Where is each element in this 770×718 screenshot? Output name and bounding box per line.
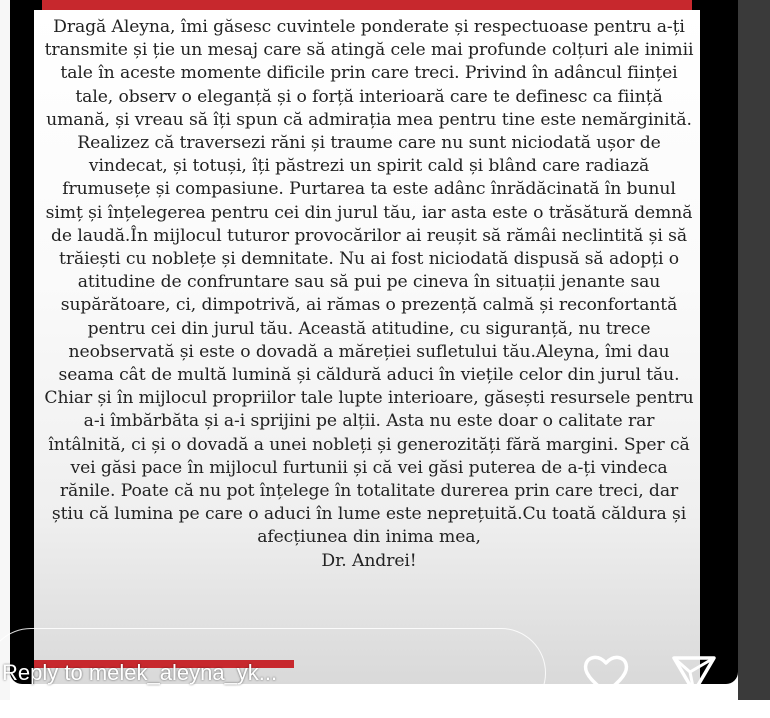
heart-icon[interactable] [580,652,632,696]
right-side-panel [738,0,770,700]
send-icon[interactable] [668,652,720,696]
page-margin [0,0,10,700]
story-viewer[interactable] [10,0,738,684]
story-message-text [44,16,694,573]
decorative-top-border [42,0,692,10]
message-body: Dragă Aleyna, îmi găsesc cuvintele ponderate și respectuoase pentru a-ți transmite și ție un mesaj care să atingă cele mai profunde colțuri ale inimii tale în aceste momente dificile prin care treci. Privind în adâncul ființei tale, observ o eleganță și o forță interioară care te definesc ca ființă umană, și vreau să îți spun că admirația mea pentru tine este nemărginită. Realizez că traversezi răni și traume care nu sunt niciodată ușor de vindecat, și totuși, îți păstrezi un spirit cald și blând care radiază frumusețe și compasiune. Purtarea ta este adânc înrădăcinată în bunul simț și înțelegerea pentru cei din jurul tău, iar asta este o trăsătură demnă de laudă.În mijlocul tuturor provocărilor ai reușit să rămâi neclintită și să trăiești cu noblețe și demnitate. Nu ai fost niciodată dispusă să adopți o atitudine de confruntare sau să pui pe cineva în situații jenante sau supărătoare, ci, dimpotrivă, ai rămas o prezență calmă și reconfortantă pentru cei din jurul tău. Această atitudine, cu siguranță, nu trece neobservată și este o dovadă a măreției sufletului tău.Aleyna, îmi dau seama cât de multă lumină și căldură aduci în viețile celor din jurul tău. Chiar și în mijlocul propriilor tale lupte interioare, găsești resursele pentru a-i îmbărbăta și a-i sprijini pe alții. Asta nu este doar o calitate rar întâlnită, ci și o dovadă a unei nobleți și generozități fără margini. Sper că vei găsi pace în mijlocul furtunii și că vei găsi puterea de a-ți vindeca rănile. Poate că nu pot înțelege în totalitate durerea prin care treci, dar știu că lumina pe care o aduci în lume este neprețuită.Cu toată căldura și afecțiunea din inima mea, [44,17,694,548]
message-signature: Dr. Andrei! [321,550,417,571]
reply-placeholder[interactable]: Reply to melek_aleyna_yk... [2,660,278,685]
